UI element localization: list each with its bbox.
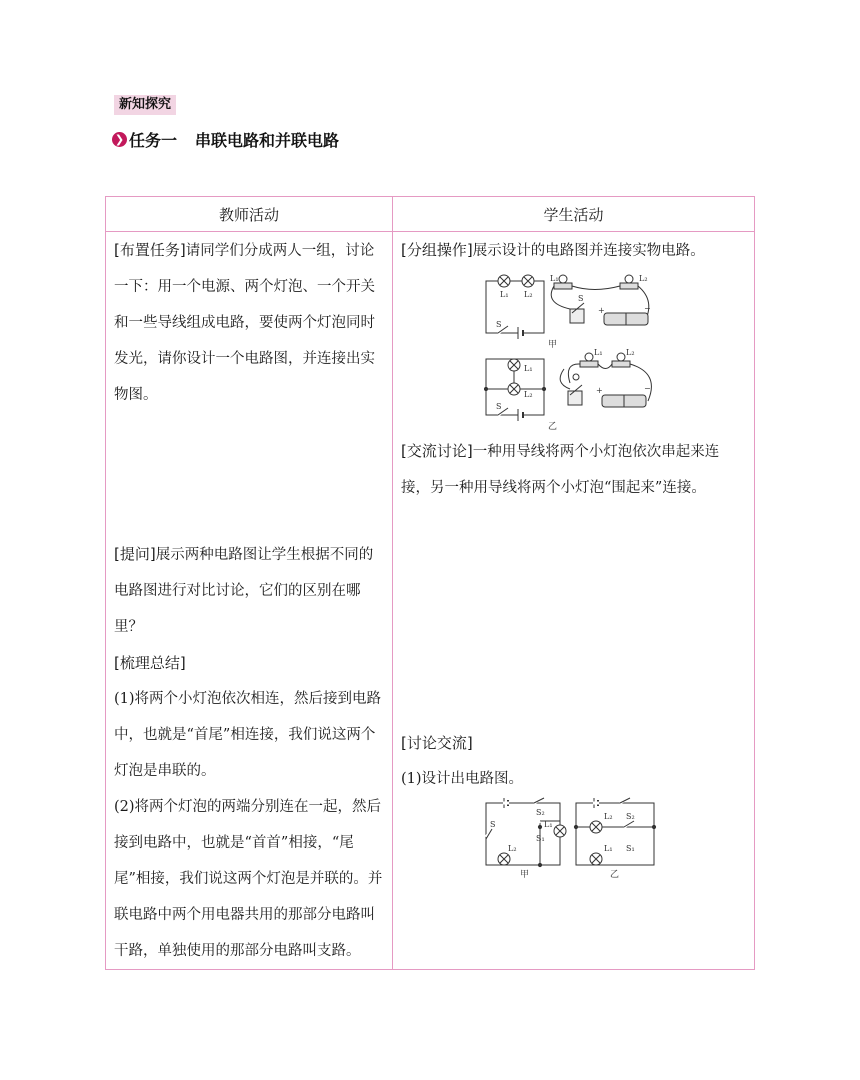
chevron-right-icon: ❯ (112, 132, 127, 147)
header-student: 学生活动 (393, 197, 755, 232)
svg-text:L₁: L₁ (549, 274, 559, 283)
caption-jia: 甲 (547, 340, 557, 350)
student-para-1: [分组操作]展示设计的电路图并连接实物电路。 (401, 241, 705, 259)
student-activity-cell (393, 232, 755, 970)
svg-text:S: S (495, 402, 501, 411)
label-S: S (495, 320, 501, 329)
series-circuit-diagram (486, 275, 544, 339)
parallel-physical-circuit (560, 348, 651, 407)
label-plus: + (597, 306, 605, 315)
teacher-para-2: [提问]展示两种电路图让学生根据不同的电路图进行对比讨论，它们的区别在哪里？ (114, 545, 374, 635)
parallel-circuit-diagram (484, 359, 545, 421)
caption-yi: 乙 (547, 422, 557, 432)
teacher-para-5: (2)将两个灯泡的两端分别连在一起，然后接到电路中，也就是“首首”相接，“尾尾”相接，我们说这两个灯泡是并联的。并联电路中两个用电器共用的那部分电路叫干路，单独使用的那部分电路叫支路。 (114, 799, 383, 959)
label-L2: L₂ (523, 290, 533, 299)
label-minus: − (643, 304, 651, 313)
tag-exchange: [交流讨论] (401, 442, 473, 460)
designed-circuits-figure (484, 797, 664, 879)
task-title: 串联电路和并联电路 (195, 130, 340, 150)
svg-text:L₂: L₂ (625, 348, 635, 357)
svg-text:L₁: L₁ (593, 348, 603, 357)
task-heading (112, 127, 339, 151)
svg-text:S₁: S₁ (535, 834, 545, 843)
svg-text:L₂: L₂ (603, 812, 613, 821)
design-circuit-a (486, 797, 566, 879)
teacher-para-1: [布置任务]请同学们分成两人一组，讨论一下：用一个电源、两个灯泡、一个开关和一些导线组成电路，要使两个灯泡同时发光，请你设计一个电路图，并连接出实物图。 (114, 241, 375, 403)
svg-text:S₂: S₂ (625, 812, 635, 821)
teacher-para-4: (1)将两个小灯泡依次相连，然后接到电路中，也就是“首尾”相连接，我们说这两个灯泡是串联的。 (114, 691, 382, 779)
svg-text:−: − (643, 384, 651, 393)
svg-text:S₁: S₁ (625, 844, 635, 853)
student-para-4: (1)设计出电路图。 (401, 771, 524, 787)
circuit-diagrams-figure (484, 273, 664, 433)
label-L1: L₁ (499, 290, 509, 299)
svg-text:L₂: L₂ (638, 274, 648, 283)
task-number: 任务一 (129, 130, 178, 150)
student-para-2: [交流讨论]一种用导线将两个小灯泡依次串起来连接，另一种用导线将两个小灯泡“围起来”连接。 (401, 442, 720, 496)
svg-text:L₂: L₂ (523, 390, 533, 399)
tag-discuss: [讨论交流] (401, 734, 473, 752)
tag-group-op: [分组操作] (401, 241, 473, 259)
tag-question: [提问] (114, 545, 156, 563)
svg-text:+: + (595, 386, 603, 395)
tag-summary: [梳理总结] (114, 654, 186, 672)
svg-text:S: S (489, 820, 495, 829)
design-circuit-b (574, 797, 655, 879)
svg-text:L₁: L₁ (543, 820, 553, 829)
header-teacher: 教师活动 (106, 197, 393, 232)
section-tag: 新知探究 (114, 95, 176, 115)
svg-text:乙: 乙 (609, 870, 619, 879)
teacher-activity-cell (106, 232, 393, 970)
svg-text:L₁: L₁ (523, 364, 533, 373)
svg-text:S₂: S₂ (535, 808, 545, 817)
svg-text:L₂: L₂ (507, 844, 517, 853)
tag-assign: [布置任务] (114, 241, 186, 259)
svg-text:S: S (577, 294, 583, 303)
series-physical-circuit (550, 274, 651, 325)
svg-text:L₁: L₁ (603, 844, 613, 853)
svg-text:甲: 甲 (519, 870, 529, 879)
activity-table (105, 196, 755, 970)
